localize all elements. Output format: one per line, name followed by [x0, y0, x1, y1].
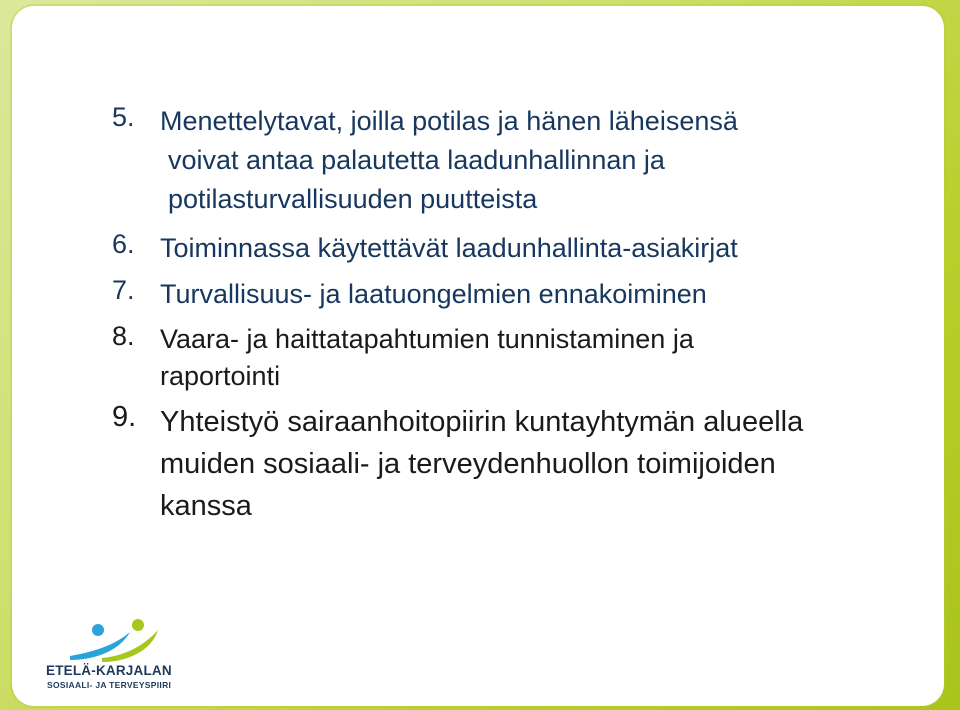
numbered-list: [112, 102, 912, 527]
list-item-number: 5.: [112, 102, 135, 132]
list-item: [112, 321, 912, 395]
slide-card: [12, 6, 944, 706]
list-item-text: Menettelytavat, joilla potilas ja hänen läheisensä: [160, 106, 738, 136]
list-item-text: Toiminnassa käytettävät laadunhallinta-asiakirjat: [160, 233, 738, 263]
list-item: [112, 102, 912, 219]
list-item-text: raportointi: [160, 361, 281, 391]
list-item-number: 7.: [112, 275, 135, 305]
list-item-text: muiden sosiaali- ja terveydenhuollon toimijoiden: [160, 448, 776, 480]
list-item-text: Turvallisuus- ja laatuongelmien ennakoiminen: [160, 279, 707, 309]
list-item: [112, 275, 912, 313]
list-item-text: Yhteistyö sairaanhoitopiirin kuntayhtymän alueella: [160, 406, 804, 438]
list-item-text: kanssa: [160, 490, 252, 522]
organization-logo: [42, 616, 222, 696]
logo-subtitle: SOSIAALI- JA TERVEYSPIIRI: [47, 680, 172, 690]
list-item: [112, 401, 912, 527]
list-item-number: 6.: [112, 229, 135, 259]
people-icon: [62, 616, 172, 666]
list-item-text: voivat antaa palautetta laadunhallinnan ja: [168, 145, 665, 175]
logo-name: ETELÄ-KARJALAN: [46, 663, 172, 678]
list-item-number: 9.: [112, 401, 137, 433]
list-item: [112, 229, 912, 267]
list-item-text: Vaara- ja haittatapahtumien tunnistaminen ja: [160, 324, 694, 354]
list-item-number: 8.: [112, 321, 135, 351]
list-item-text: potilasturvallisuuden puutteista: [168, 184, 538, 214]
